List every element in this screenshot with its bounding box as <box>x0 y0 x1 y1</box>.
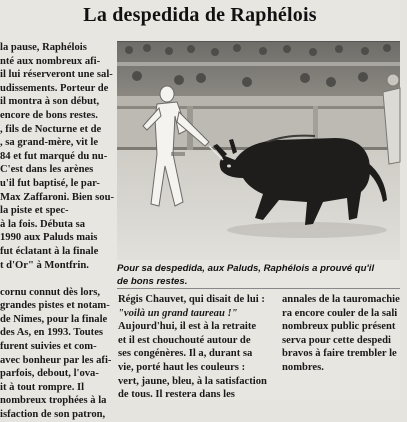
article-line: it à tout rompre. Il <box>0 381 85 393</box>
article-line: des As, en 1993. Toutes <box>0 327 104 339</box>
paragraph-break <box>0 272 114 286</box>
article-line: vert, jaune, bleu, à la satisfaction <box>118 375 267 387</box>
article-line: , fils de Nocturne et de <box>0 123 102 135</box>
photo-caption <box>117 263 407 288</box>
article-line: vie, porté haut les couleurs : <box>118 361 246 373</box>
article-line: Régis Chauvet, qui disait de lui : <box>118 294 265 305</box>
article-line: 84 et fut marqué du nu- <box>0 150 108 162</box>
article-line: la piste et spec- <box>0 205 69 217</box>
article-line: , sa grand-mère, vit le <box>0 137 99 149</box>
article-line: u'il fut baptisé, le par- <box>0 177 100 189</box>
article-middle-column <box>118 293 272 402</box>
article-line: et il est chouchouté autour de <box>118 334 251 346</box>
article-line: bravos à faire trembler le <box>282 348 397 360</box>
article-line: nté aux nombreux afi- <box>0 55 101 67</box>
article-line: la pause, Raphélois <box>0 42 87 53</box>
article-line: udissements. Porteur de <box>0 82 109 94</box>
article-line: nombreux trophées à la <box>0 395 107 407</box>
article-line: de Nimes, pour la finale <box>0 313 108 325</box>
article-line: il lui réserveront une sal- <box>0 69 113 81</box>
caption-line: de bons restes. <box>117 275 188 287</box>
article-quote: "voilà un grand taureau !" <box>118 307 238 319</box>
caption-line: Pour sa despedida, aux Paluds, Raphélois a prouvé qu'il <box>117 263 375 274</box>
article-left-column <box>0 41 114 422</box>
article-line: ses congénères. Il a, durant sa <box>118 348 253 360</box>
article-line: avec bonheur par les afi- <box>0 354 112 366</box>
article-line: parfois, debout, l'ova- <box>0 368 99 380</box>
article-line: à la fois. Débuta sa <box>0 218 86 230</box>
article-line: fut éclatant à la finale <box>0 245 99 257</box>
article-line: nombres. <box>282 361 324 373</box>
article-line: ra encore couler de la sali <box>282 307 398 319</box>
article-headline: La despedida de Raphélois <box>83 4 317 26</box>
article-line: t d'Or" à Montfrin. <box>0 259 89 271</box>
article-line: nombreux public présent <box>282 321 396 333</box>
bull-and-raseteur-illustration <box>117 42 400 260</box>
article-line: serva pour cette despedi <box>282 334 391 346</box>
caption-divider <box>117 288 400 289</box>
article-line: C'est dans les arènes <box>0 164 94 176</box>
article-line: encore de bons restes. <box>0 109 98 121</box>
article-line: il montra à son début, <box>0 96 100 108</box>
article-line: 1990 aux Paluds mais <box>0 232 98 244</box>
bullfight-photo <box>117 41 400 260</box>
article-line: cornu connut dès lors, <box>0 286 101 298</box>
article-line: de tous. Il restera dans les <box>118 389 235 401</box>
article-right-column <box>282 293 400 375</box>
article-line: Max Zaffaroni. Bien sou- <box>0 191 114 203</box>
article-line: isfaction de son patron, <box>0 409 106 421</box>
article-line: furent suivies et com- <box>0 341 97 353</box>
article-line: Aujourd'hui, il est à la retraite <box>118 321 257 333</box>
article-line: grandes pistes et notam- <box>0 300 110 312</box>
article-line: annales de la tauromachie <box>282 294 400 305</box>
